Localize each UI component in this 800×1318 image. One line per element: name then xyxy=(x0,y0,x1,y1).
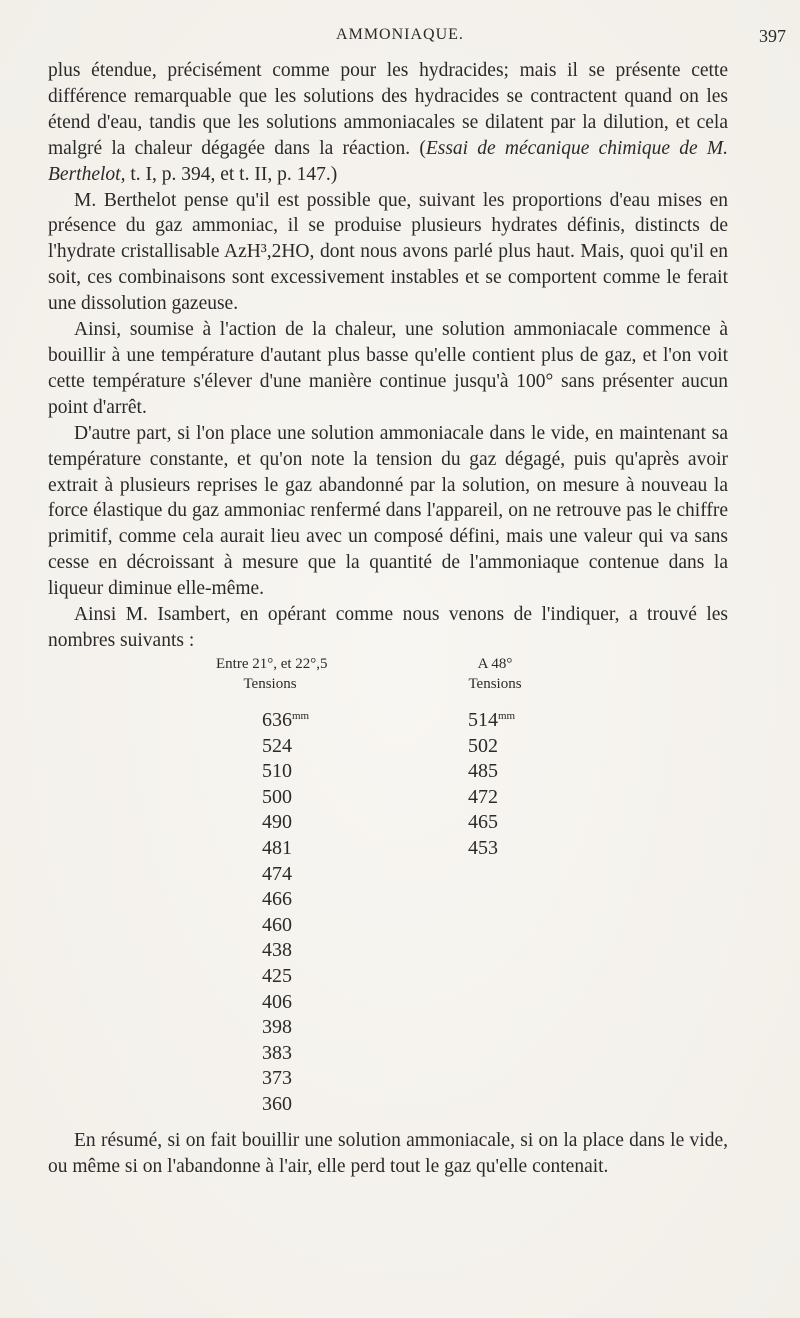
tension-value xyxy=(262,734,309,760)
tension-number: 360 xyxy=(262,1092,292,1115)
citation-pages: t. I, p. 394, et t. II, p. 147.) xyxy=(125,163,338,185)
tension-value xyxy=(262,862,309,888)
unit-label: mm xyxy=(292,710,310,722)
paragraph-2: M. Berthelot pense qu'il est possible que, suivant les proportions d'eau mises en présence du gaz ammoniac, il se produise plusieurs hydrates définis, distincts de l'hydrate cristallisable AzH³,2HO, dont nous avons parlé plus haut. Mais, quoi qu'il en soit, ces combinaisons sont excessivement instables et se comportent comme le ferait une dissolution gazeuse. xyxy=(48,189,728,315)
paragraph-1-lead: plus étendue, précisément comme pour les hydracides; mais il se présente cette différence remarquable que les solutions des hydracides se contractent quand on les étend d'eau, tandis que les solutions ammoniacales se dilatent par la dilution, et cela malgré la chaleur dégagée dans la réaction. ( xyxy=(48,60,728,159)
tension-number: 373 xyxy=(262,1067,292,1090)
tension-number: 406 xyxy=(262,990,292,1013)
tension-value xyxy=(262,1092,309,1118)
tension-value xyxy=(262,810,309,836)
tension-value xyxy=(262,785,309,811)
tension-value xyxy=(468,759,515,785)
main-text xyxy=(48,58,728,654)
tension-number: 465 xyxy=(468,811,498,834)
paragraph-5: Ainsi M. Isambert, en opérant comme nous venons de l'indiquer, a trouvé les nombres suivants : xyxy=(48,604,728,651)
tension-number: 398 xyxy=(262,1016,292,1039)
tension-value xyxy=(468,836,515,862)
tension-number: 474 xyxy=(262,862,292,885)
paragraph-3: Ainsi, soumise à l'action de la chaleur, une solution ammoniacale commence à bouillir à une température d'autant plus basse qu'elle contient plus de gaz, et l'on voit cette température s'élever d'une manière continue jusqu'à 100° sans présenter aucun point d'arrêt. xyxy=(48,319,728,418)
tension-values xyxy=(262,704,309,1118)
column-subheading: Tensions xyxy=(243,676,297,692)
tension-value xyxy=(468,734,515,760)
tension-number: 485 xyxy=(468,760,498,783)
running-title: AMMONIAQUE. xyxy=(336,26,464,43)
column-21-22-5 xyxy=(216,654,328,1115)
tension-number: 524 xyxy=(262,734,292,757)
column-48 xyxy=(466,654,538,859)
tension-value xyxy=(262,887,309,913)
tension-value xyxy=(468,704,515,734)
tension-number: 460 xyxy=(262,913,292,936)
tension-value xyxy=(262,990,309,1016)
summary-text xyxy=(48,1128,728,1180)
column-subheading: Tensions xyxy=(468,676,522,692)
tension-number: 453 xyxy=(468,836,498,859)
tension-value xyxy=(262,1066,309,1092)
tension-value xyxy=(468,810,515,836)
paragraph-4: D'autre part, si l'on place une solution ammoniacale dans le vide, en maintenant sa température constante, et qu'on note la tension du gaz dégagé, puis qu'après avoir extrait à plusieurs reprises le gaz abandonné par la solution, on mesure à nouveau la force élastique du gaz ammoniac renfermé dans l'appareil, on ne retrouve pas le chiffre primitif, comme cela aurait lieu avec un composé défini, mais une valeur qui va sans cesse en décroissant à mesure que la quantité de l'ammoniaque contenue dans la liqueur diminue elle-même. xyxy=(48,422,728,600)
tension-number: 466 xyxy=(262,888,292,911)
tension-value xyxy=(262,836,309,862)
tension-number: 500 xyxy=(262,785,292,808)
tension-value xyxy=(468,785,515,811)
tension-value xyxy=(262,1015,309,1041)
running-head xyxy=(0,26,800,48)
tension-number: 490 xyxy=(262,811,292,834)
tension-number: 425 xyxy=(262,964,292,987)
tension-number: 383 xyxy=(262,1041,292,1064)
tension-number: 438 xyxy=(262,939,292,962)
unit-label: mm xyxy=(498,710,516,722)
paragraph-1 xyxy=(48,58,728,188)
tension-value xyxy=(262,964,309,990)
tension-values xyxy=(468,704,515,862)
column-heading: Entre 21°, et 22°,5 xyxy=(216,656,328,672)
column-heading: A 48° xyxy=(477,656,513,672)
tension-number: 472 xyxy=(468,785,498,808)
tension-number: 636 xyxy=(262,709,292,731)
tension-number: 514 xyxy=(468,709,498,731)
tension-value xyxy=(262,1041,309,1067)
tension-number: 510 xyxy=(262,760,292,783)
tension-number: 502 xyxy=(468,734,498,757)
tension-table xyxy=(0,654,800,1114)
tension-value xyxy=(262,704,309,734)
tension-value xyxy=(262,759,309,785)
tension-number: 481 xyxy=(262,836,292,859)
tension-value xyxy=(262,913,309,939)
page-number: 397 xyxy=(759,26,786,46)
tension-value xyxy=(262,938,309,964)
citation-title: Essai de mécanique chimique de M. Berthelot, xyxy=(48,137,728,185)
paragraph-6: En résumé, si on fait bouillir une solution ammoniacale, si on la place dans le vide, ou même si on l'abandonne à l'air, elle perd tout le gaz qu'elle contenait. xyxy=(48,1130,728,1177)
